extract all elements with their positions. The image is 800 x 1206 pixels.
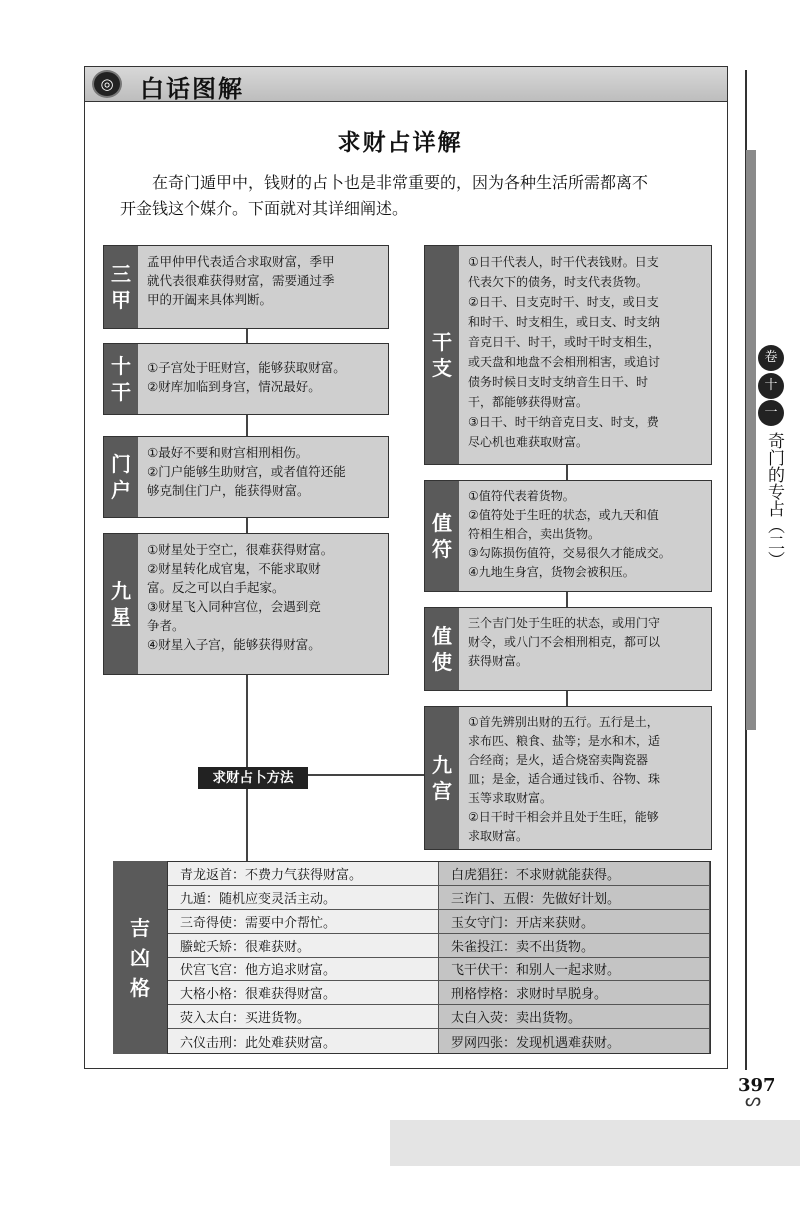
box-text (138, 344, 388, 414)
box-text (459, 707, 711, 849)
header-title: 白话图解 (140, 75, 244, 103)
table-cell: 罗网四张：发现机遇难获财。 (439, 1029, 710, 1053)
text-line: ①子宫处于旺财宫，能够获取财富。 (147, 360, 346, 375)
table-cell: 荧入太白：买进货物。 (168, 1005, 439, 1029)
text-line: 皿；是金，适合通过钱币、谷物、珠 (468, 772, 661, 786)
box-zhifu (424, 480, 712, 592)
text-line: 玉等求取财富。 (468, 791, 553, 805)
text-line: ③勾陈损伤值符，交易很久才能成交。 (468, 546, 671, 560)
text-line: ④九地生身宫，货物会被积压。 (468, 565, 635, 579)
intro-line: 在奇门遁甲中，钱财的占卜也是非常重要的，因为各种生活所需都离不 (152, 173, 649, 192)
table-cell: 螣蛇夭矫：很难获财。 (168, 934, 439, 958)
label-char: 符 (432, 537, 452, 561)
label-char: 凶 (130, 945, 150, 970)
text-line: ②财星转化成官鬼，不能求取财 (147, 561, 321, 576)
table-cell: 刑格悖格：求财时早脱身。 (439, 981, 710, 1005)
text-line: 够克制住门户，能获得财富。 (147, 483, 310, 498)
label-char: 支 (432, 356, 452, 380)
box-zhishi (424, 607, 712, 691)
label-char: 值 (432, 624, 452, 648)
pattern-table (167, 861, 711, 1054)
box-text (459, 246, 711, 464)
chapter-title: 奇门的专占（二） (764, 432, 784, 568)
side-band (746, 150, 756, 730)
box-label (104, 246, 138, 328)
table-cell: 六仪击刑：此处难获财富。 (168, 1029, 439, 1053)
text-line: 符相生相合，卖出货物。 (468, 527, 601, 541)
table-cell: 三诈门、五假：先做好计划。 (439, 886, 710, 910)
box-label (425, 246, 459, 464)
table-cell: 三奇得使：需要中介帮忙。 (168, 910, 439, 934)
text-line: 或天盘和地盘不会相刑相害，或追讨 (468, 355, 661, 369)
text-line: 孟甲仲甲代表适合求取财富，季甲 (147, 254, 335, 269)
intro-paragraph (120, 170, 700, 222)
box-label (425, 608, 459, 690)
chapter-mark: 十 (758, 373, 784, 399)
box-label (104, 534, 138, 674)
text-line: 获得财富。 (468, 654, 529, 668)
logo-icon: ◎ (92, 70, 122, 98)
box-text (138, 437, 388, 517)
chapter-mark: 卷 (758, 345, 784, 371)
text-line: 尽心机也难获取财富。 (468, 435, 589, 449)
table-label (113, 861, 167, 1054)
text-line: ③财星飞入同种宫位，会遇到竞 (147, 599, 321, 614)
curl-icon: ᔕ (745, 1090, 762, 1111)
table-cell: 朱雀投江：卖不出货物。 (439, 934, 710, 958)
scan-shadow (390, 1120, 800, 1166)
text-line: 干，都能够获得财富。 (468, 395, 589, 409)
text-line: ①最好不要和财宫相刑相伤。 (147, 445, 309, 460)
label-char: 星 (111, 605, 131, 629)
box-label (104, 437, 138, 517)
box-menhu (103, 436, 389, 518)
label-char: 甲 (111, 288, 131, 312)
text-line: 求布匹、粮食、盐等；是水和木，适 (468, 734, 661, 748)
text-line: 富。反之可以白手起家。 (147, 580, 285, 595)
table-cell: 白虎猖狂：不求财就能获得。 (439, 862, 710, 886)
text-line: 财令，或八门不会相刑相克，都可以 (468, 635, 661, 649)
text-line: 代表欠下的债务，时支代表货物。 (468, 275, 649, 289)
text-line: 和时干、时支相生，或日支、时支纳 (468, 315, 661, 329)
page-title: 求财占详解 (337, 130, 463, 156)
label-char: 吉 (130, 915, 150, 940)
label-char: 九 (432, 753, 452, 777)
text-line: 债务时候日支时支纳音生日干、时 (468, 375, 649, 389)
label-char: 使 (432, 650, 452, 674)
label-char: 九 (111, 579, 131, 603)
box-jiugong (424, 706, 712, 850)
page-number: 397 (738, 1075, 776, 1096)
box-sanjia (103, 245, 389, 329)
label-char: 户 (111, 478, 131, 502)
text-line: ①日干代表人，时干代表钱财。日支 (468, 255, 659, 269)
text-line: ②日干、日支克时干、时支，或日支 (468, 295, 659, 309)
box-jiuxing (103, 533, 389, 675)
box-ganzhi (424, 245, 712, 465)
text-line: ②财库加临到身宫，情况最好。 (147, 379, 321, 394)
label-char: 干 (111, 380, 131, 404)
box-label (425, 707, 459, 849)
table-cell: 青龙返首：不费力气获得财富。 (168, 862, 439, 886)
box-label (425, 481, 459, 591)
intro-line: 开金钱这个媒介。下面就对其详细阐述。 (120, 199, 409, 218)
text-line: ③日干、时干纳音克日支、时支，费 (468, 415, 659, 429)
text-line: 就代表很难获得财富，需要通过季 (147, 273, 335, 288)
table-cell: 大格小格：很难获得财富。 (168, 981, 439, 1005)
text-line: ④财星入子宫，能够获得财富。 (147, 637, 321, 652)
box-shigan (103, 343, 389, 415)
label-char: 格 (130, 975, 150, 1000)
text-line: 甲的开阖来具体判断。 (147, 292, 273, 307)
text-line: ①值符代表着货物。 (468, 489, 575, 503)
box-text (459, 608, 711, 690)
label-char: 三 (111, 262, 131, 286)
label-char: 门 (111, 452, 131, 476)
box-label (104, 344, 138, 414)
text-line: 音克日干、时干，或时干时支相生， (468, 335, 661, 349)
box-text (138, 246, 388, 328)
box-text (459, 481, 711, 591)
chapter-mark: 一 (758, 400, 784, 426)
text-line: 求取财富。 (468, 829, 529, 843)
table-cell: 太白入荧：卖出货物。 (439, 1005, 710, 1029)
text-line: ①首先辨别出财的五行。五行是土， (468, 715, 659, 729)
label-char: 宫 (432, 779, 452, 803)
text-line: ①财星处于空亡，很难获得财富。 (147, 542, 334, 557)
label-char: 干 (432, 330, 452, 354)
label-char: 十 (111, 354, 131, 378)
label-char: 值 (432, 511, 452, 535)
table-cell: 玉女守门：开店来获财。 (439, 910, 710, 934)
center-label: 求财占卜方法 (198, 767, 308, 789)
text-line: ②门户能够生助财宫，或者值符还能 (147, 464, 346, 479)
text-line: ②日干时干相会并且处于生旺，能够 (468, 810, 659, 824)
text-line: ②值符处于生旺的状态，或九天和值 (468, 508, 659, 522)
text-line: 三个吉门处于生旺的状态，或用门守 (468, 616, 661, 630)
box-text (138, 534, 388, 674)
table-cell: 九遁：随机应变灵活主动。 (168, 886, 439, 910)
table-cell: 伏宫飞宫：他方追求财富。 (168, 958, 439, 982)
table-cell: 飞干伏干：和别人一起求财。 (439, 958, 710, 982)
text-line: 争者。 (147, 618, 185, 633)
text-line: 合经商；是火，适合烧窑卖陶瓷器 (468, 753, 649, 767)
